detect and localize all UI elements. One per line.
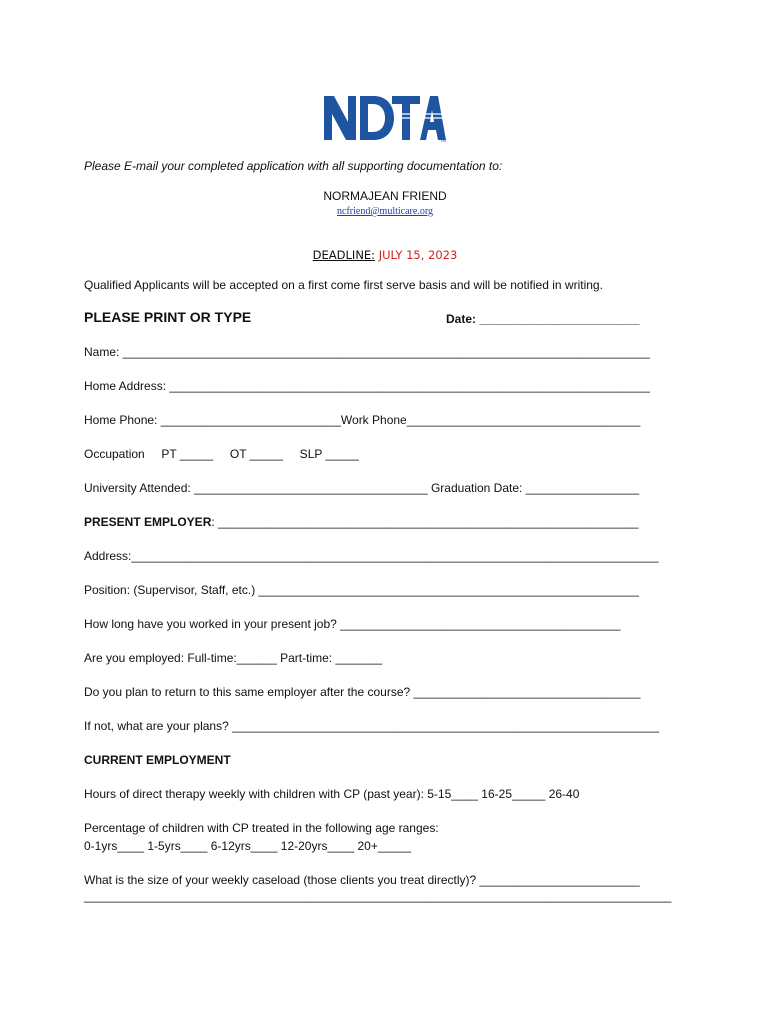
how-long-field[interactable]: How long have you worked in your present job? __________________________________________ [84, 617, 621, 631]
present-employer-label: PRESENT EMPLOYER [84, 515, 212, 529]
current-employment-heading: CURRENT EMPLOYMENT [84, 753, 231, 767]
deadline-label: DEADLINE: [312, 248, 376, 262]
intro-text: Please E-mail your completed application with all supporting documentation to: [84, 159, 503, 173]
employed-field[interactable]: Are you employed: Full-time:______ Part-time: _______ [84, 651, 383, 665]
print-heading: PLEASE PRINT OR TYPE [84, 309, 252, 325]
contact-name: NORMAJEAN FRIEND [323, 189, 447, 203]
deadline-date: JULY 15, 2023 [378, 248, 458, 262]
caseload-field[interactable]: What is the size of your weekly caseload (those clients you treat directly)? ________________________ [84, 873, 640, 887]
caseload-line[interactable]: ________________________________________________________________________________________ [84, 889, 672, 903]
qualified-note: Qualified Applicants will be accepted on a first come first serve basis and will be notified in writing. [84, 278, 603, 292]
occupation-field[interactable]: Occupation PT _____ OT _____ SLP _____ [84, 447, 359, 461]
employer-address-field[interactable]: Address:_______________________________________________________________________________ [84, 549, 659, 563]
deadline [0, 248, 770, 262]
return-field[interactable]: Do you plan to return to this same employer after the course? __________________________________ [84, 685, 641, 699]
plans-field[interactable]: If not, what are your plans? ________________________________________________________________ [84, 719, 660, 733]
percentage-text: Percentage of children with CP treated in the following age ranges: [84, 821, 439, 835]
age-ranges-field[interactable]: 0-1yrs____ 1-5yrs____ 6-12yrs____ 12-20yrs____ 20+_____ [84, 839, 412, 853]
position-field[interactable]: Position: (Supervisor, Staff, etc.) _________________________________________________________ [84, 583, 639, 597]
present-employer-line: : _______________________________________________________________ [211, 515, 639, 529]
home-address-field[interactable]: Home Address: ________________________________________________________________________ [84, 379, 650, 393]
date-field[interactable]: Date: ________________________ [446, 312, 640, 326]
present-employer-field[interactable] [84, 515, 638, 529]
name-field[interactable]: Name: _______________________________________________________________________________ [84, 345, 650, 359]
svg-text:TM: TM [440, 138, 446, 143]
ndta-logo [322, 92, 448, 144]
hours-field[interactable]: Hours of direct therapy weekly with children with CP (past year): 5-15____ 16-25_____ 26-40 [84, 787, 580, 801]
university-field[interactable]: University Attended: ___________________________________ Graduation Date: _________________ [84, 481, 640, 495]
phone-fields[interactable]: Home Phone: ___________________________Work Phone___________________________________ [84, 413, 641, 427]
contact-email-link[interactable]: ncfriend@multicare.org [337, 206, 433, 217]
